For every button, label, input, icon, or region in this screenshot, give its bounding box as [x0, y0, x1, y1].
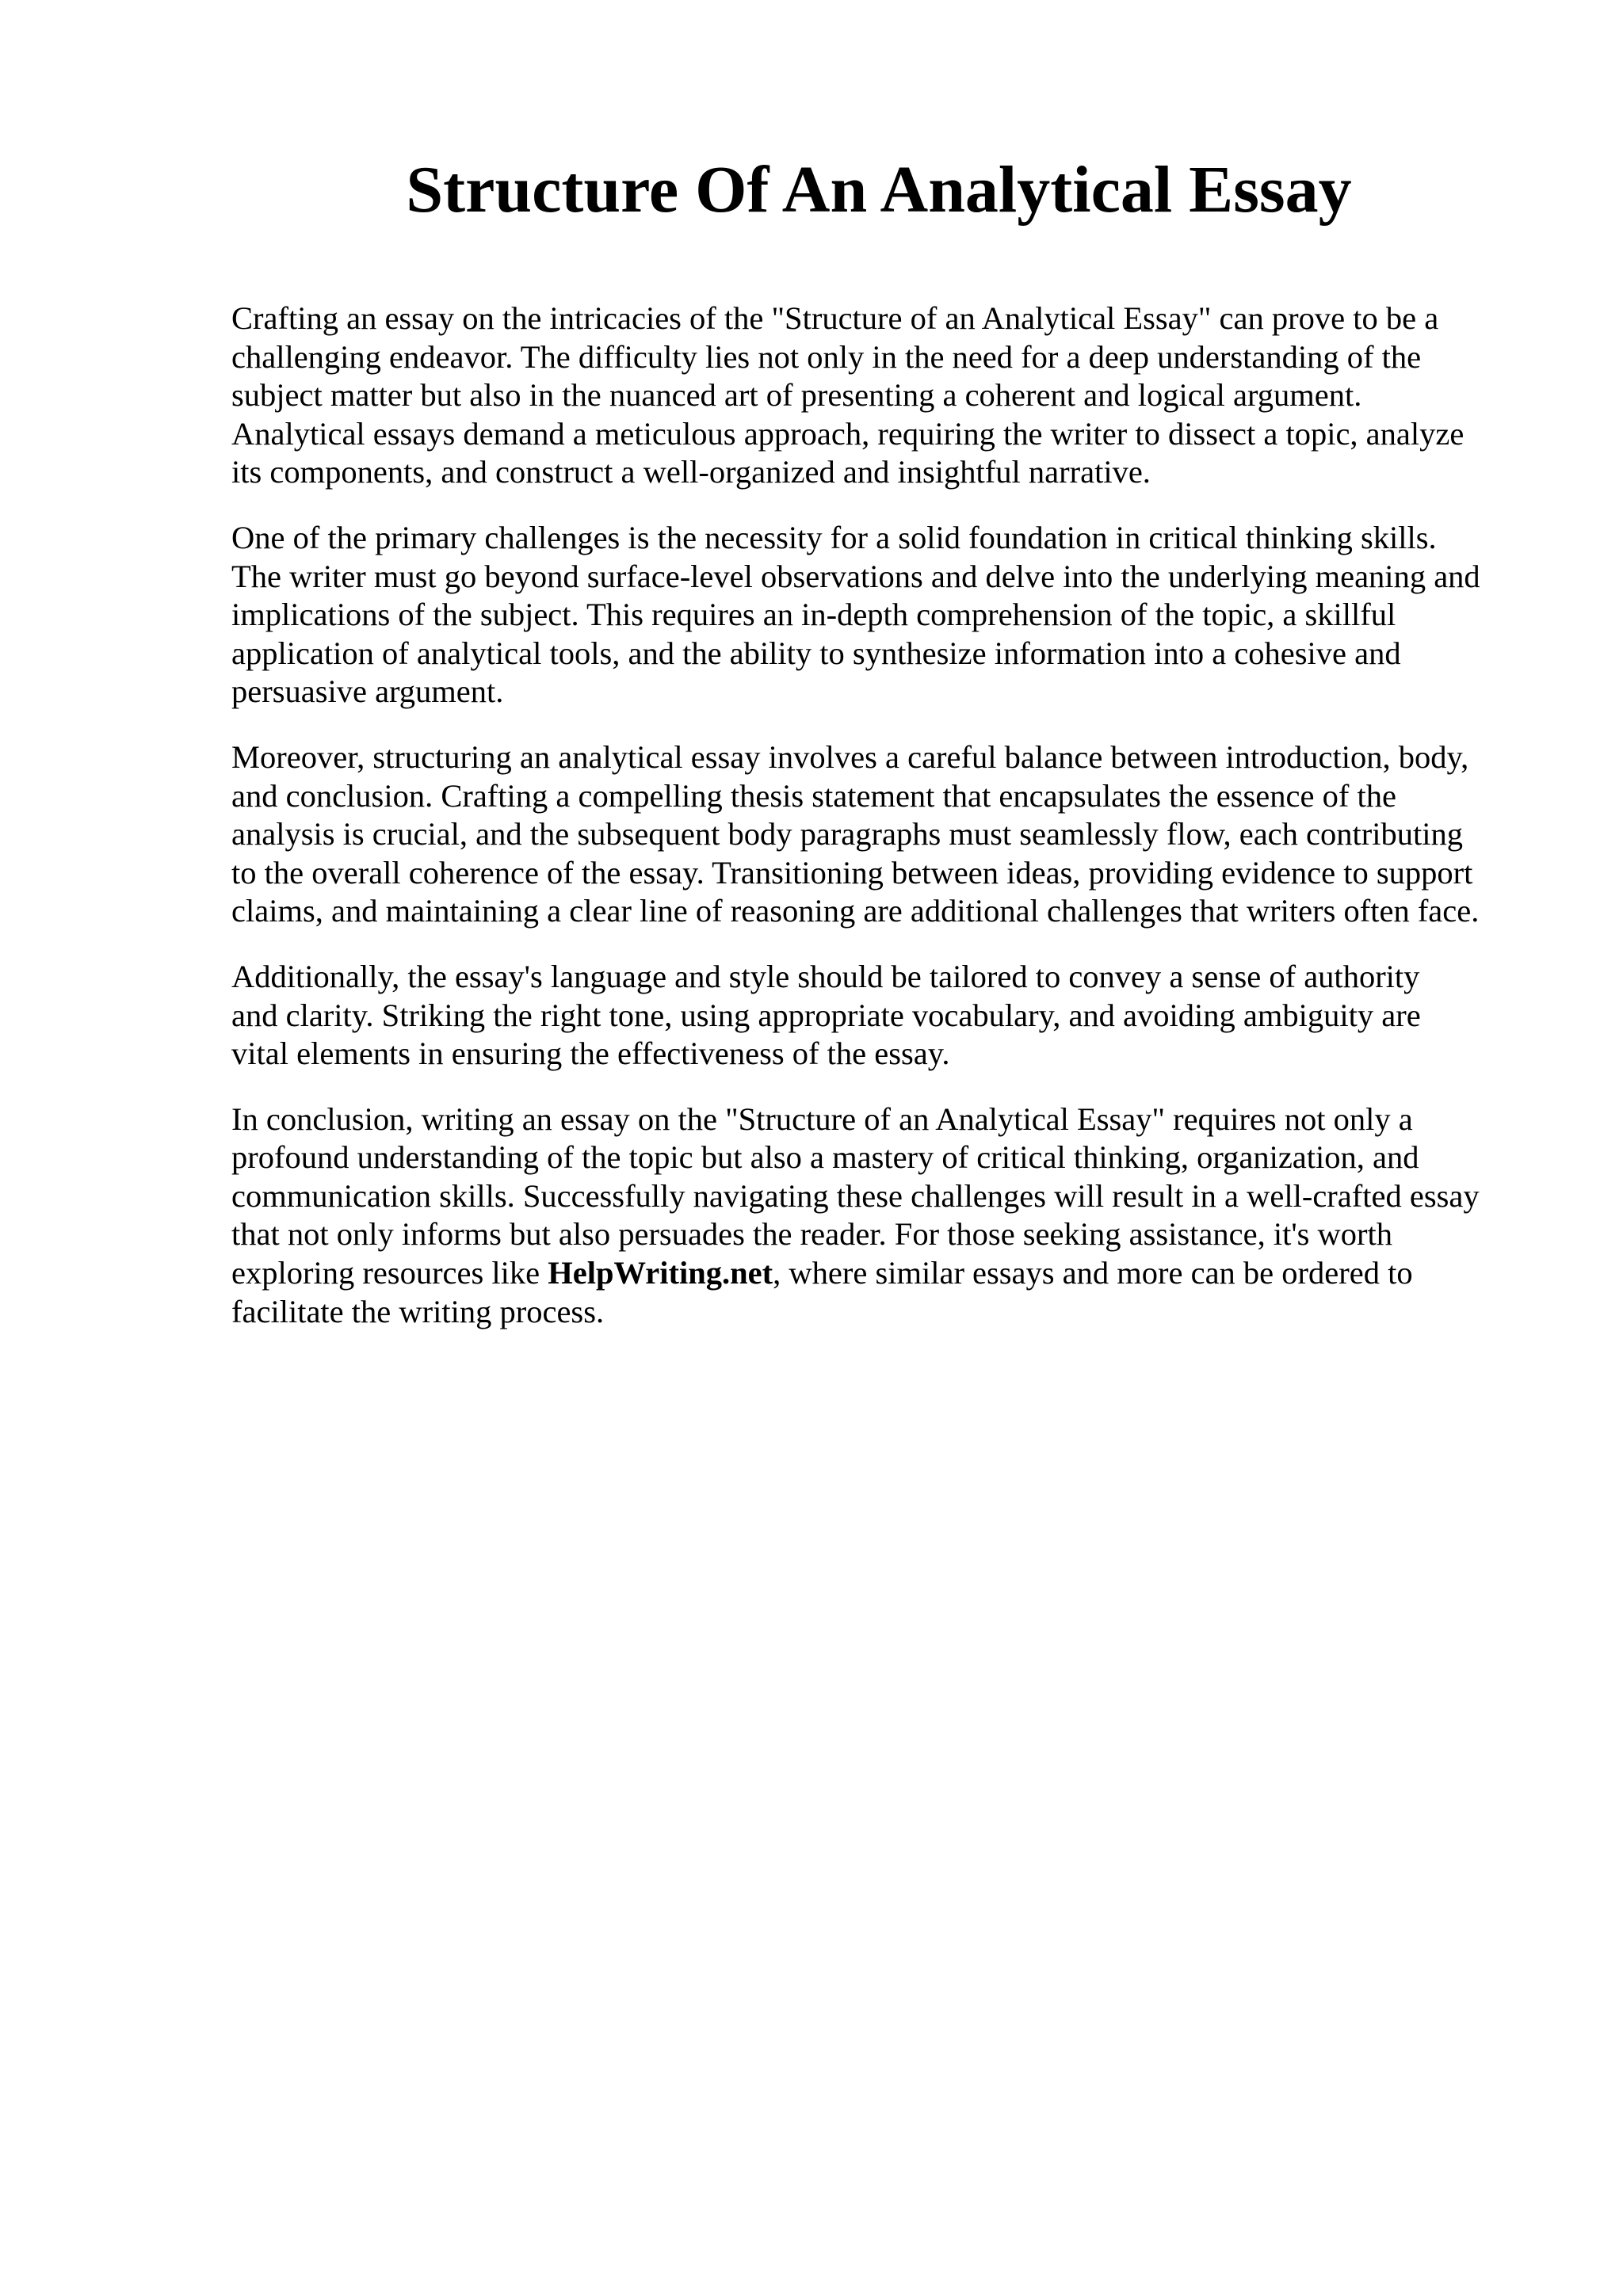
paragraph-1 [231, 299, 1563, 492]
essay-body [231, 299, 1563, 1358]
text-line: application of analytical tools, and the ability to synthesize information into a cohesive and [231, 635, 1401, 671]
text-line: to the overall coherence of the essay. Transitioning between ideas, providing evidence to support [231, 854, 1473, 891]
text-line: Moreover, structuring an analytical essay involves a careful balance between introduction, body, [231, 738, 1469, 775]
text-line: profound understanding of the topic but also a mastery of critical thinking, organization, and [231, 1139, 1419, 1176]
text-line: Additionally, the essay's language and style should be tailored to convey a sense of authority [231, 958, 1420, 994]
text-line: subject matter but also in the nuanced art of presenting a coherent and logical argument. [231, 377, 1362, 414]
page-title: Structure Of An Analytical Essay [406, 153, 1352, 227]
text-line: communication skills. Successfully navigating these challenges will result in a well-crafted essay [231, 1177, 1480, 1214]
text-line: analysis is crucial, and the subsequent body paragraphs must seamlessly flow, each contributing [231, 816, 1463, 852]
text-line: Analytical essays demand a meticulous approach, requiring the writer to dissect a topic, analyze [231, 415, 1465, 452]
text-line: and clarity. Striking the right tone, using appropriate vocabulary, and avoiding ambiguity are [231, 997, 1421, 1033]
helpwriting-link[interactable]: HelpWriting.net [548, 1255, 773, 1291]
paragraph-5 [231, 1100, 1563, 1332]
text-line: its components, and construct a well-organized and insightful narrative. [231, 454, 1151, 490]
paragraph-4 [231, 958, 1563, 1074]
paragraph-3 [231, 738, 1563, 931]
text-line: implications of the subject. This requires an in-depth comprehension of the topic, a skillful [231, 597, 1396, 633]
text-line: facilitate the writing process. [231, 1293, 605, 1329]
link-line-suffix: , where similar essays and more can be ordered to [773, 1255, 1413, 1291]
text-line: vital elements in ensuring the effectiveness of the essay. [231, 1035, 950, 1072]
text-line: claims, and maintaining a clear line of reasoning are additional challenges that writers often face. [231, 893, 1480, 929]
text-line: that not only informs but also persuades the reader. For those seeking assistance, it's worth [231, 1216, 1393, 1253]
text-line: and conclusion. Crafting a compelling thesis statement that encapsulates the essence of the [231, 777, 1396, 814]
text-line: One of the primary challenges is the necessity for a solid foundation in critical thinking skills. [231, 519, 1437, 555]
text-line-with-link [231, 1254, 1563, 1293]
text-line: In conclusion, writing an essay on the "Structure of an Analytical Essay" requires not only a [231, 1100, 1413, 1137]
text-line: The writer must go beyond surface-level observations and delve into the underlying meaning and [231, 558, 1480, 594]
text-line: Crafting an essay on the intricacies of the "Structure of an Analytical Essay" can prove to be a [231, 300, 1439, 336]
link-line-prefix: exploring resources like [231, 1255, 548, 1291]
text-line: persuasive argument. [231, 673, 504, 710]
text-line: challenging endeavor. The difficulty lies not only in the need for a deep understanding of the [231, 338, 1422, 375]
paragraph-2 [231, 519, 1563, 711]
